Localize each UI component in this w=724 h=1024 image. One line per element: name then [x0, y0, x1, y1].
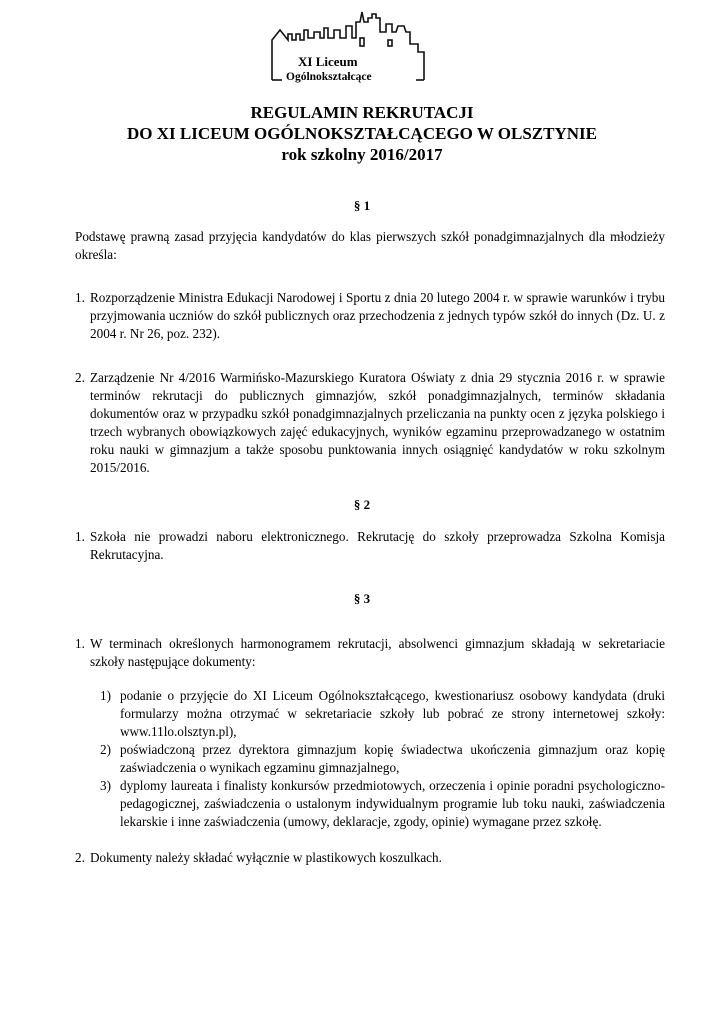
subitem-number: 1) [100, 688, 111, 703]
title-line-3: rok szkolny 2016/2017 [281, 145, 443, 164]
section-3-item-1 [75, 635, 665, 671]
section-1-item-1 [75, 289, 665, 343]
item-text: Szkoła nie prowadzi naboru elektronicznego. Rekrutację do szkoły przeprowadza Szkolna Komisja Rekrutacyjna. [90, 529, 665, 562]
subitem-text: podanie o przyjęcie do XI Liceum Ogólnokształcącego, kwestionariusz osobowy kandydata (druki formularzy można otrzymać w sekretariacie szkoły lub pobrać ze strony internetowej szkoły: www.11lo.olsztyn.pl), [120, 688, 665, 739]
subitem-number: 2) [100, 742, 111, 757]
section-2-heading: § 2 [353, 497, 371, 512]
castle-skyline-icon [268, 8, 432, 86]
subitem-text: dyplomy laureata i finalisty konkursów przedmiotowych, orzeczenia i opinie poradni psychologiczno-pedagogicznej, zaświadczenia o ustalonym indywidualnym programie lub toku nauki, zaświadczenia lekarskie i inne zaświadczenia (umowy, deklaracje, zgody, opinie) wymagane przez szkołę. [120, 778, 665, 829]
section-2-item-1 [75, 528, 665, 564]
item-number: 1. [75, 529, 85, 544]
item-text: Zarządzenie Nr 4/2016 Warmińsko-Mazurskiego Kuratora Oświaty z dnia 29 stycznia 2016 r. w sprawie terminów rekrutacji do publicznych gimnazjów, szkół ponadgimnazjalnych, terminów składania dokumentów oraz w przypadku szkół ponadgimnazjalnych przeliczania na punkty ocen z języka polskiego i trzech wybranych obowiązkowych zajęć edukacyjnych, wyników egzaminu przeprowadzanego w ostatnim roku nauki w gimnazjum a także sposobu punktowania innych osiągnięć kandydatów w roku szkolnym 2015/2016. [90, 370, 665, 475]
item-number: 1. [75, 290, 85, 305]
title-line-2: DO XI LICEUM OGÓLNOKSZTAŁCĄCEGO W OLSZTYNIE [127, 124, 597, 143]
item-text: Rozporządzenie Ministra Edukacji Narodowej i Sportu z dnia 20 lutego 2004 r. w sprawie warunków i trybu przyjmowania uczniów do szkół publicznych oraz przechodzenia z jednych typów szkół do innych (Dz. U. z 2004 r. Nr 26, poz. 232). [90, 290, 665, 341]
section-1-item-2 [75, 369, 665, 477]
item-number: 1. [75, 636, 85, 651]
title-line-1: REGULAMIN REKRUTACJI [250, 103, 474, 122]
subitem-number: 3) [100, 778, 111, 793]
section-3-heading: § 3 [353, 591, 371, 606]
section-3-item-2 [75, 849, 665, 867]
section-3-subitem-2 [100, 741, 665, 777]
school-logo [268, 8, 432, 86]
section-1-heading: § 1 [353, 198, 371, 213]
item-text: W terminach określonych harmonogramem rekrutacji, absolwenci gimnazjum składają w sekretariacie szkoły następujące dokumenty: [90, 636, 665, 669]
section-3-subitem-3 [100, 777, 665, 831]
item-number: 2. [75, 850, 85, 865]
item-text: Dokumenty należy składać wyłącznie w plastikowych koszulkach. [90, 850, 442, 865]
section-3-subitem-1 [100, 687, 665, 741]
item-number: 2. [75, 370, 85, 385]
section-1-intro: Podstawę prawną zasad przyjęcia kandydatów do klas pierwszych szkół ponadgimnazjalnych dla młodzieży określa: [75, 229, 665, 262]
subitem-text: poświadczoną przez dyrektora gimnazjum kopię świadectwa ukończenia gimnazjum oraz kopię zaświadczenia o wynikach egzaminu gimnazjalnego, [120, 742, 665, 775]
logo-text-line2: Ogólnokształcące [286, 71, 372, 83]
logo-text-line1: XI Liceum [298, 54, 358, 69]
